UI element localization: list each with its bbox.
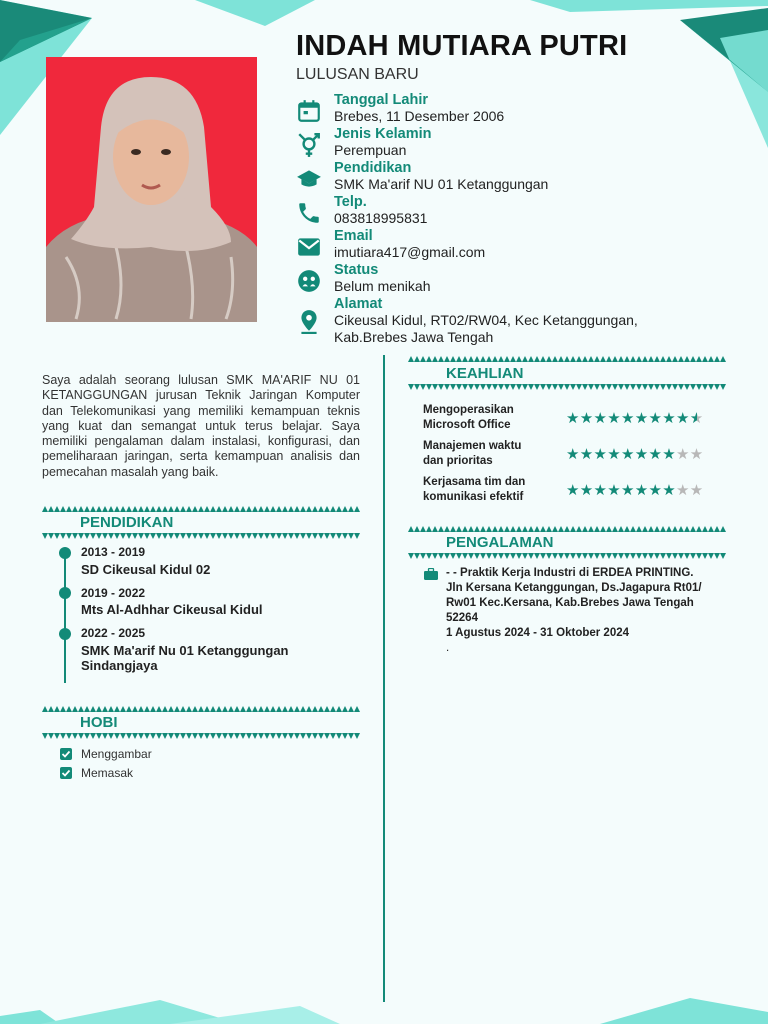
star-icon: ★ [566, 482, 580, 499]
star-icon: ★ [676, 446, 690, 463]
section-border [42, 706, 360, 712]
star-icon: ★ [593, 410, 608, 427]
skill-name [423, 403, 553, 433]
info-value: Belum menikah [334, 278, 431, 294]
checkbox-icon [60, 748, 72, 760]
info-label: Alamat [334, 296, 383, 312]
graduation-cap-icon [296, 166, 322, 192]
section-border [408, 384, 726, 390]
experience-period: 1 Agustus 2024 - 31 Oktober 2024 [446, 627, 630, 639]
hobby-label: Memasak [81, 766, 134, 780]
star-icon: ★ [689, 446, 704, 463]
timeline-dot [59, 628, 71, 640]
experience-entry [446, 566, 736, 656]
top-right-decoration [530, 0, 768, 150]
checkbox-icon [60, 767, 72, 779]
star-icon: ★ [593, 446, 608, 463]
experience-title: PENGALAMAN [446, 534, 554, 551]
star-icon: ★ [689, 482, 704, 499]
star-icon: ★ [566, 446, 580, 463]
star-icon: ★ [634, 410, 649, 427]
timeline-dot [59, 587, 71, 599]
star-icon: ★ [648, 410, 663, 427]
star-icon: ★ [689, 410, 704, 427]
info-label: Status [334, 262, 379, 278]
experience-line: 52264 [446, 612, 478, 624]
info-label: Email [334, 228, 373, 244]
info-value: Brebes, 11 Desember 2006 [334, 108, 505, 124]
skill-name [423, 475, 553, 505]
skills-title: KEAHLIAN [446, 365, 524, 382]
info-label: Jenis Kelamin [334, 126, 432, 142]
star-icon: ★ [662, 482, 676, 499]
skill-name-line: Manajemen waktu [423, 440, 522, 452]
star-icon: ★ [566, 410, 580, 427]
info-label: Tanggal Lahir [334, 92, 428, 108]
timeline-line [64, 549, 66, 683]
education-title: PENDIDIKAN [80, 514, 174, 531]
star-icon: ★ [662, 446, 676, 463]
skill-name [423, 439, 553, 469]
gender-icon [296, 132, 322, 158]
info-value-line: Cikeusal Kidul, RT02/RW04, Kec Ketanggungan, [334, 312, 638, 328]
star-icon: ★ [634, 446, 649, 463]
section-border [408, 553, 726, 559]
portrait-illustration [46, 57, 257, 322]
skill-name-line: komunikasi efektif [423, 491, 524, 503]
full-name: INDAH MUTIARA PUTRI [296, 30, 628, 62]
phone-icon [296, 200, 322, 226]
education-school: SD Cikeusal Kidul 02 [81, 562, 211, 577]
star-icon: ★ [593, 482, 608, 499]
star-icon: ★ [621, 446, 635, 463]
skill-rating [566, 445, 704, 463]
education-school: SMK Ma'arif Nu 01 Ketanggungan [81, 643, 289, 658]
briefcase-icon [424, 568, 438, 580]
info-value-line: Kab.Brebes Jawa Tengah [334, 329, 494, 345]
education-school: Sindangjaya [81, 658, 158, 673]
section-border [42, 533, 360, 539]
hobby-label: Menggambar [81, 747, 152, 761]
calendar-icon [296, 98, 322, 124]
star-icon: ★ [579, 482, 594, 499]
star-icon: ★ [607, 482, 621, 499]
info-label: Telp. [334, 194, 367, 210]
star-icon: ★ [676, 410, 690, 427]
star-icon: ★ [607, 410, 621, 427]
skill-name-line: Kerjasama tim dan [423, 476, 526, 488]
info-label: Pendidikan [334, 160, 412, 176]
star-icon: ★ [607, 446, 621, 463]
profile-summary: Saya adalah seorang lulusan SMK MA'ARIF NU 01 KETANGGUNGAN jurusan Teknik Jaringan Komputer dan Telekomunikasi yang memiliki kemampuan teknis yang kuat dan semangat untuk terus belajar. Saya memiliki pengalaman dalam instalasi, konfigurasi, dan pemeliharaan jaringan, serta kemampuan analisis dan pemecahan masalah yang baik. [42, 373, 360, 479]
star-icon: ★ [621, 410, 635, 427]
skill-rating [566, 481, 704, 499]
star-icon: ★ [676, 482, 690, 499]
star-icon: ★ [648, 446, 663, 463]
info-value: 083818995831 [334, 210, 428, 226]
info-value: Perempuan [334, 142, 407, 158]
section-border [408, 356, 726, 362]
top-center-decoration [195, 0, 315, 28]
experience-line: Jln Kersana Ketanggungan, Ds.Jagapura Rt01/ [446, 582, 702, 594]
experience-line: . [446, 642, 450, 654]
info-value: imutiara417@gmail.com [334, 244, 486, 260]
column-divider [383, 355, 385, 1002]
hobbies-title: HOBI [80, 714, 118, 731]
education-school: Mts Al-Adhhar Cikeusal Kidul [81, 602, 263, 617]
timeline-dot [59, 547, 71, 559]
education-years: 2022 - 2025 [81, 626, 146, 640]
skill-name-line: dan prioritas [423, 455, 493, 467]
section-border [42, 506, 360, 512]
star-icon: ★ [662, 410, 676, 427]
skill-name-line: Microsoft Office [423, 419, 511, 431]
job-title: LULUSAN BARU [296, 66, 419, 83]
location-pin-icon [296, 308, 322, 334]
profile-photo [46, 57, 257, 322]
section-border [408, 526, 726, 532]
status-icon [296, 268, 322, 294]
education-years: 2013 - 2019 [81, 545, 146, 559]
star-icon: ★ [634, 482, 649, 499]
section-border [42, 733, 360, 739]
star-icon: ★ [579, 410, 594, 427]
star-icon: ★ [621, 482, 635, 499]
info-value: SMK Ma'arif NU 01 Ketanggungan [334, 176, 549, 192]
star-icon: ★ [579, 446, 594, 463]
star-icon: ★ [648, 482, 663, 499]
skill-name-line: Mengoperasikan [423, 404, 514, 416]
education-years: 2019 - 2022 [81, 586, 146, 600]
experience-line: Rw01 Kec.Kersana, Kab.Brebes Jawa Tengah [446, 597, 694, 609]
skill-rating [566, 409, 704, 427]
email-icon [296, 234, 322, 260]
experience-line: - - Praktik Kerja Industri di ERDEA PRINTING. [446, 567, 694, 579]
